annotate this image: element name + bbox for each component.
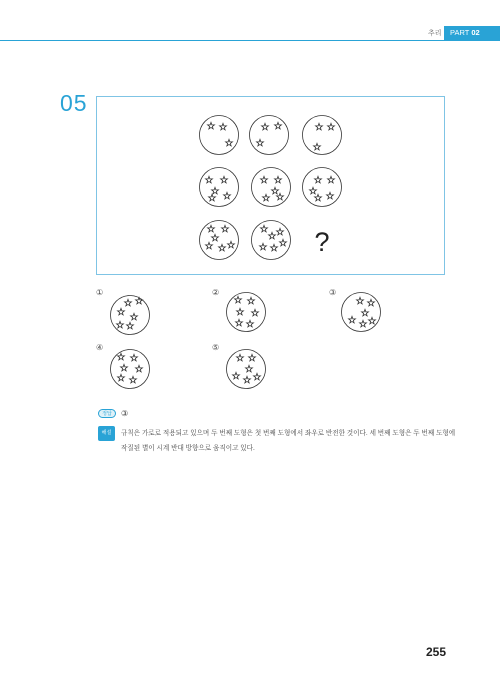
option-2-label[interactable]: ② <box>212 288 220 297</box>
page-number: 255 <box>426 645 447 659</box>
header-rule <box>0 40 500 41</box>
option-5-label[interactable]: ⑤ <box>212 343 220 352</box>
option-1-figure <box>111 296 150 335</box>
explanation-icon: 해설 <box>98 426 115 441</box>
option-1-label[interactable]: ① <box>96 288 104 297</box>
header-section-label: 추리 <box>428 30 442 37</box>
header-part-tab: PART 02 <box>444 26 500 40</box>
option-4-label[interactable]: ④ <box>96 343 104 352</box>
explanation-text: 규칙은 가로로 적용되고 있으며 두 번째 도형은 첫 번째 도형에서 좌우로 반전한 것이다. 세 번째 도형은 두 번째 도형에 작질된 별이 시계 반대 방향으로 움직이고 있다. <box>121 430 456 452</box>
missing-figure-mark: ? <box>314 227 330 257</box>
option-3-figure <box>342 293 381 332</box>
answer-row <box>98 409 128 421</box>
answer-value: ③ <box>121 409 129 419</box>
option-3-label[interactable]: ③ <box>329 288 337 297</box>
figure-box <box>96 96 445 275</box>
question-number: 05 <box>60 90 88 116</box>
answer-icon: 정답 <box>98 409 116 418</box>
option-4-figure <box>111 350 150 389</box>
option-2-figure <box>227 293 266 332</box>
option-5-figure <box>227 350 266 389</box>
